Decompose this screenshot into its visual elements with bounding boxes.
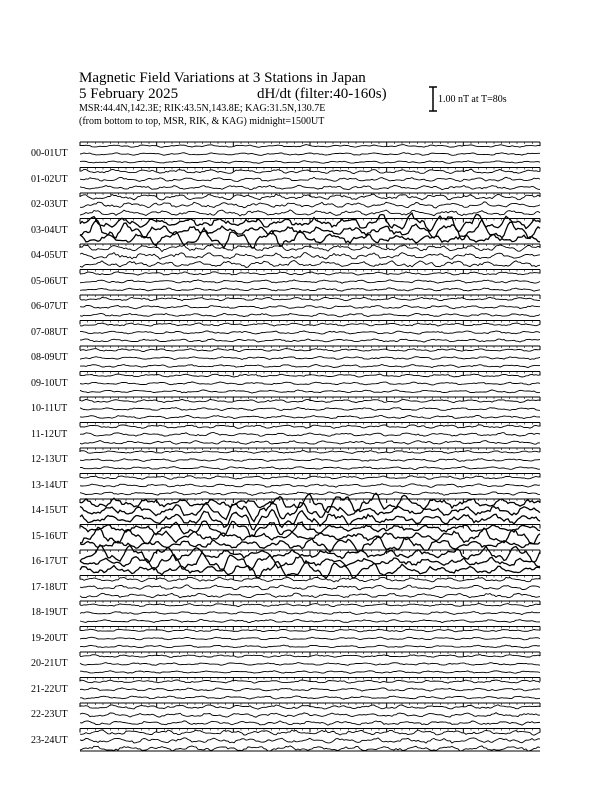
hour-label-19-20UT: 19-20UT — [31, 632, 68, 644]
trace-MSR — [80, 593, 540, 598]
order-note: (from bottom to top, MSR, RIK, & KAG) midnight=1500UT — [79, 116, 325, 127]
trace-MSR — [80, 721, 540, 725]
trace-MSR — [80, 441, 540, 445]
hour-label-00-01UT: 00-01UT — [31, 148, 68, 159]
hour-label-20-21UT: 20-21UT — [31, 658, 68, 669]
trace-RIK — [80, 637, 540, 640]
trace-KAG — [80, 213, 540, 231]
trace-RIK — [80, 382, 540, 385]
hour-label-13-14UT: 13-14UT — [31, 479, 68, 491]
trace-MSR — [80, 671, 540, 674]
row-07-08UT — [80, 321, 540, 343]
quantity-label: dH/dt (filter:40-160s) — [257, 86, 387, 102]
trace-MSR — [80, 288, 540, 291]
row-23-24UT — [80, 729, 540, 752]
row-06-07UT — [80, 295, 540, 317]
date-label: 5 February 2025 — [79, 86, 179, 102]
trace-RIK — [80, 177, 540, 181]
trace-RIK — [80, 459, 540, 462]
trace-MSR — [80, 210, 540, 216]
trace-RIK — [80, 253, 540, 260]
hour-label-08-09UT: 08-09UT — [31, 352, 68, 363]
trace-RIK — [80, 280, 540, 283]
trace-RIK — [80, 305, 540, 308]
row-05-06UT — [80, 270, 540, 292]
hour-label-01-02UT: 01-02UT — [31, 173, 68, 185]
row-19-20UT — [80, 627, 540, 648]
hour-label-11-12UT: 11-12UT — [31, 428, 68, 440]
hour-label-10-11UT: 10-11UT — [31, 403, 68, 414]
stations-label: MSR:44.4N,142.3E; RIK:43.5N,143.8E; KAG:31.5N,130.7E — [79, 103, 326, 114]
trace-RIK — [80, 433, 540, 437]
row-20-21UT — [80, 652, 540, 673]
trace-RIK — [80, 713, 540, 718]
trace-RIK — [80, 688, 540, 691]
row-18-19UT — [80, 601, 540, 623]
hour-label-21-22UT: 21-22UT — [31, 683, 68, 695]
trace-MSR — [80, 620, 540, 623]
hour-label-09-10UT: 09-10UT — [31, 377, 68, 389]
row-16-17UT — [80, 545, 540, 578]
hour-label-18-19UT: 18-19UT — [31, 607, 68, 618]
row-12-13UT — [80, 448, 540, 469]
hour-label-23-24UT: 23-24UT — [31, 734, 68, 746]
hour-label-14-15UT: 14-15UT — [31, 505, 68, 516]
trace-RIK — [80, 484, 540, 488]
hour-label-03-04UT: 03-04UT — [31, 224, 68, 236]
row-08-09UT — [80, 346, 540, 368]
trace-MSR — [80, 645, 540, 648]
hour-label-05-06UT: 05-06UT — [31, 275, 68, 287]
trace-RIK — [80, 585, 540, 590]
trace-RIK — [80, 612, 540, 615]
trace-RIK — [80, 357, 540, 360]
trace-MSR — [80, 746, 540, 751]
row-21-22UT — [80, 678, 540, 700]
hour-label-12-13UT: 12-13UT — [31, 454, 68, 465]
row-03-04UT — [80, 213, 540, 248]
row-22-23UT — [80, 703, 540, 725]
trace-RIK — [80, 738, 540, 743]
trace-RIK — [80, 202, 540, 208]
hour-label-06-07UT: 06-07UT — [31, 301, 68, 312]
hour-label-22-23UT: 22-23UT — [31, 709, 68, 720]
row-17-18UT — [80, 576, 540, 598]
trace-RIK — [80, 408, 540, 411]
row-11-12UT — [80, 423, 540, 445]
chart-title: Magnetic Field Variations at 3 Stations in Japan — [79, 70, 366, 86]
row-00-01UT — [80, 142, 540, 163]
row-10-11UT — [80, 397, 540, 419]
trace-MSR — [80, 313, 540, 317]
hour-label-07-08UT: 07-08UT — [31, 326, 68, 338]
trace-MSR — [80, 415, 540, 418]
row-01-02UT — [80, 168, 540, 190]
trace-RIK — [80, 663, 540, 666]
row-04-05UT — [80, 244, 540, 268]
row-15-16UT — [80, 521, 540, 552]
trace-RIK — [80, 331, 540, 334]
trace-MSR — [80, 696, 540, 699]
trace-RIK — [80, 153, 540, 156]
trace-MSR — [80, 339, 540, 342]
row-13-14UT — [80, 474, 540, 496]
hour-label-17-18UT: 17-18UT — [31, 581, 68, 593]
hour-label-15-16UT: 15-16UT — [31, 530, 68, 542]
row-02-03UT — [80, 193, 540, 216]
trace-MSR — [80, 261, 540, 268]
trace-MSR — [80, 161, 540, 164]
hour-label-02-03UT: 02-03UT — [31, 199, 68, 210]
trace-MSR — [80, 467, 540, 470]
trace-KAG — [80, 521, 540, 536]
hour-label-16-17UT: 16-17UT — [31, 556, 68, 567]
trace-MSR — [80, 365, 540, 368]
hour-label-04-05UT: 04-05UT — [31, 250, 68, 261]
trace-MSR — [80, 390, 540, 393]
trace-MSR — [80, 185, 540, 189]
row-09-10UT — [80, 372, 540, 394]
scale-label: 1.00 nT at T=80s — [438, 94, 507, 105]
